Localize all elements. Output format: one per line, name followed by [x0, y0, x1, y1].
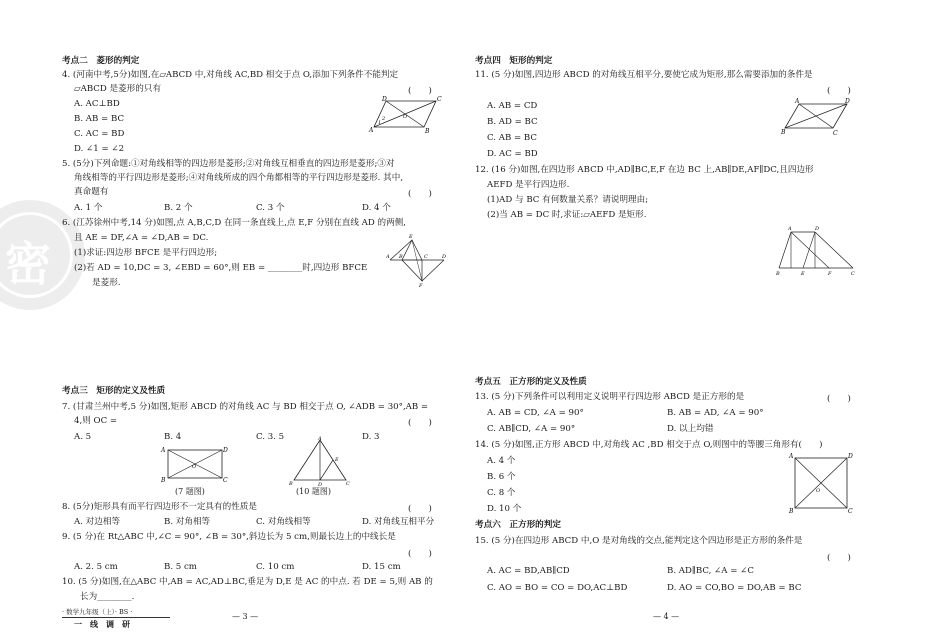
q10-line-2: 长为________.	[80, 592, 135, 602]
q15-option-d: D. AO = CO,BO = DO,AB = BC	[667, 583, 802, 593]
svg-text:C: C	[424, 254, 428, 260]
footer-subject: · 数学九年级（上）· BS ·	[62, 608, 133, 616]
q8-option-b: B. 对角相等	[164, 517, 211, 527]
svg-text:B: B	[781, 129, 786, 136]
q13-option-a: A. AB = CD, ∠A = 90°	[487, 408, 584, 418]
page-number-left: — 3 —	[232, 612, 259, 621]
svg-text:C: C	[851, 271, 855, 277]
q7-line-2: 4,则 OC =	[74, 416, 118, 426]
svg-text:C: C	[437, 96, 442, 103]
right-page	[475, 0, 950, 641]
q7-option-d: D. 3	[362, 432, 380, 442]
q6-figure	[386, 232, 448, 288]
q6-line-4: (2)若 AD = 10,DC = 3, ∠EBD = 60°,则 EB = ________时,四边形 BFCE	[74, 263, 368, 273]
q13-answer-paren: ( )	[827, 394, 851, 404]
q4-option-d: D. ∠1 = ∠2	[74, 144, 125, 154]
q15-answer-paren: ( )	[827, 553, 851, 563]
svg-text:C: C	[346, 481, 350, 486]
q15-option-c: C. AO = BO = CO = DO,AC⊥BD	[487, 583, 628, 593]
svg-text:A: A	[161, 447, 166, 454]
svg-text:D: D	[815, 226, 820, 232]
svg-text:C: C	[848, 508, 853, 514]
svg-text:F: F	[419, 283, 423, 288]
q4-option-a: A. AC⊥BD	[74, 99, 120, 109]
svg-text:D: D	[845, 98, 850, 105]
q12-line-1: 12. (16 分)如图,在四边形 ABCD 中,AD∥BC,E,F 在边 BC 上,AB∥DE,AF∥DC,且四边形	[475, 165, 814, 175]
q5-line-2: 角线相等的平行四边形是菱形;④对角线所成的四个角都相等的平行四边形是菱形. 其中,	[74, 173, 404, 183]
q9-line: 9. (5 分)在 Rt△ABC 中,∠C = 90°, ∠B = 30°,斜边长为 5 cm,则最长边上的中线长是	[62, 532, 396, 542]
q11-option-d: D. AC = BD	[487, 149, 538, 159]
q7-option-c: C. 3. 5	[256, 432, 285, 442]
q11-parallelogram-figure	[781, 98, 851, 136]
q8-answer-paren: ( )	[408, 504, 432, 514]
svg-text:1: 1	[378, 120, 382, 126]
svg-text:D: D	[442, 254, 447, 260]
svg-text:D: D	[382, 96, 387, 103]
q13-option-d: D. 以上均错	[667, 424, 714, 434]
q11-answer-paren: ( )	[827, 86, 851, 96]
q12-line-4: (2)当 AB = DC 时,求证:▱AEFD 是矩形.	[487, 210, 647, 220]
q5-option-b: B. 2 个	[164, 203, 193, 213]
q4-answer-paren: ( )	[408, 86, 432, 96]
q12-line-2: AEFD 是平行四边形.	[487, 180, 570, 190]
q4-line-1: 4. (河南中考,5分)如图,在▱ABCD 中,对角线 AC,BD 相交于点 O,添加下列条件不能判定	[62, 70, 399, 80]
q7-option-b: B. 4	[164, 432, 182, 442]
q11-line: 11. (5 分)如图,四边形 ABCD 的对角线互相平分,要使它成为矩形,那么需要添加的条件是	[475, 70, 813, 80]
section-title-square-judgement: 考点六 正方形的判定	[475, 520, 561, 530]
q14-option-b: B. 6 个	[487, 472, 516, 482]
q6-line-1: 6. (江苏徐州中考,14 分)如图,点 A,B,C,D 在同一条直线上,点 E,F 分别在直线 AD 的两侧,	[62, 218, 406, 228]
svg-text:B: B	[399, 254, 403, 260]
q9-option-b: B. 5 cm	[164, 562, 197, 572]
seal-char: 密	[5, 237, 51, 291]
q9-answer-paren: ( )	[408, 549, 432, 559]
svg-text:C: C	[223, 477, 228, 484]
section-title-rectangle-judgement: 考点四 矩形的判定	[475, 56, 553, 66]
section-title-rectangle-properties: 考点三 矩形的定义及性质	[62, 386, 166, 396]
q15-option-b: B. AD∥BC, ∠A = ∠C	[667, 566, 754, 576]
q11-option-b: B. AD = BC	[487, 117, 538, 127]
q11-option-a: A. AB = CD	[487, 101, 538, 111]
q15-line: 15. (5 分)在四边形 ABCD 中,O 是对角线的交点,能判定这个四边形是正方形的条件是	[475, 536, 803, 546]
q7-option-a: A. 5	[74, 432, 92, 442]
q14-square-figure	[787, 452, 855, 514]
svg-text:2: 2	[382, 116, 386, 122]
footer-brand: 一 线 调 研	[74, 619, 130, 629]
q8-line: 8. (5分)矩形具有而平行四边形不一定具有的性质是	[62, 502, 257, 512]
svg-text:C: C	[833, 130, 838, 136]
section-title-rhombus-judgement: 考点二 菱形的判定	[62, 56, 140, 66]
q13-option-c: C. AB∥CD, ∠A = 90°	[487, 424, 576, 434]
svg-text:D: D	[223, 447, 228, 454]
q10-line-1: 10. (5 分)如图,在△ABC 中,AB = AC,AD⊥BC,垂足为 D,E 是 AC 的中点. 若 DE = 5,则 AB 的	[62, 577, 433, 587]
q14-option-c: C. 8 个	[487, 488, 516, 498]
svg-text:O: O	[403, 114, 408, 120]
svg-text:B: B	[161, 477, 166, 484]
q8-option-a: A. 对边相等	[74, 517, 121, 527]
q4-parallelogram-figure	[368, 96, 442, 134]
q6-line-3: (1)求证:四边形 BFCE 是平行四边形;	[74, 248, 218, 258]
page-number-right: — 4 —	[653, 612, 680, 621]
q8-option-d: D. 对角线互相平分	[362, 517, 435, 527]
q7-line-1: 7. (甘肃兰州中考,5 分)如图,矩形 ABCD 的对角线 AC 与 BD 相交于点 O, ∠ADB = 30°,AB =	[62, 402, 429, 412]
q5-answer-paren: ( )	[408, 189, 432, 199]
q9-option-d: D. 15 cm	[362, 562, 401, 572]
q5-option-a: A. 1 个	[74, 203, 103, 213]
footer-rule	[62, 617, 170, 618]
q14-option-d: D. 10 个	[487, 504, 522, 514]
q4-option-b: B. AB = BC	[74, 114, 125, 124]
q13-line: 13. (5 分)下列条件可以利用定义说明平行四边形 ABCD 是正方形的是	[475, 392, 745, 402]
q10-figure-caption: (10 题图)	[296, 487, 331, 496]
svg-text:E: E	[409, 234, 413, 240]
svg-text:A: A	[386, 254, 390, 260]
svg-text:O: O	[192, 464, 197, 470]
svg-text:F: F	[828, 271, 832, 277]
svg-text:B: B	[289, 481, 293, 486]
q8-option-c: C. 对角线相等	[256, 517, 311, 527]
q5-line-1: 5. (5分)下列命题:①对角线相等的四边形是菱形;②对角线互相垂直的四边形是菱形;③对	[62, 159, 395, 169]
svg-text:E: E	[801, 271, 805, 277]
q15-option-a: A. AC = BD,AB∥CD	[487, 566, 570, 576]
q4-option-c: C. AC = BD	[74, 129, 125, 139]
svg-text:E: E	[335, 457, 339, 463]
q10-triangle-figure	[288, 436, 352, 486]
q5-option-d: D. 4 个	[362, 203, 391, 213]
svg-text:A: A	[789, 453, 794, 460]
q6-line-5: 是菱形.	[92, 278, 121, 288]
section-title-square-properties: 考点五 正方形的定义及性质	[475, 377, 587, 387]
svg-text:D: D	[318, 482, 323, 486]
svg-text:B: B	[425, 128, 430, 134]
q11-option-c: C. AB = BC	[487, 133, 537, 143]
svg-text:B: B	[789, 508, 794, 514]
q6-line-2: 且 AE = DF,∠A = ∠D,AB = DC.	[74, 233, 209, 243]
q4-line-2: ▱ABCD 是菱形的只有	[74, 84, 162, 94]
svg-text:O: O	[816, 488, 821, 494]
svg-text:A: A	[369, 127, 374, 134]
svg-text:A: A	[795, 98, 800, 105]
q14-option-a: A. 4 个	[487, 456, 516, 466]
q12-figure	[775, 224, 859, 278]
q7-figure-caption: (7 题图)	[175, 487, 205, 496]
svg-text:A: A	[318, 436, 322, 442]
q7-rectangle-figure	[158, 444, 230, 484]
q13-option-b: B. AB = AD, ∠A = 90°	[667, 408, 764, 418]
q9-option-c: C. 10 cm	[256, 562, 295, 572]
q14-line: 14. (5 分)如图,正方形 ABCD 中,对角线 AC ,BD 相交于点 O,则图中的等腰三角形有( )	[475, 440, 823, 450]
watermark-seal	[0, 200, 85, 310]
svg-text:D: D	[848, 453, 853, 460]
q5-line-3: 真命题有	[74, 187, 109, 197]
q5-option-c: C. 3 个	[256, 203, 285, 213]
svg-text:B: B	[776, 271, 780, 277]
q9-option-a: A. 2. 5 cm	[74, 562, 118, 572]
q12-line-3: (1)AD 与 BC 有何数量关系？请说明理由;	[487, 195, 649, 205]
svg-text:A: A	[788, 226, 792, 232]
q7-answer-paren: ( )	[408, 418, 432, 428]
